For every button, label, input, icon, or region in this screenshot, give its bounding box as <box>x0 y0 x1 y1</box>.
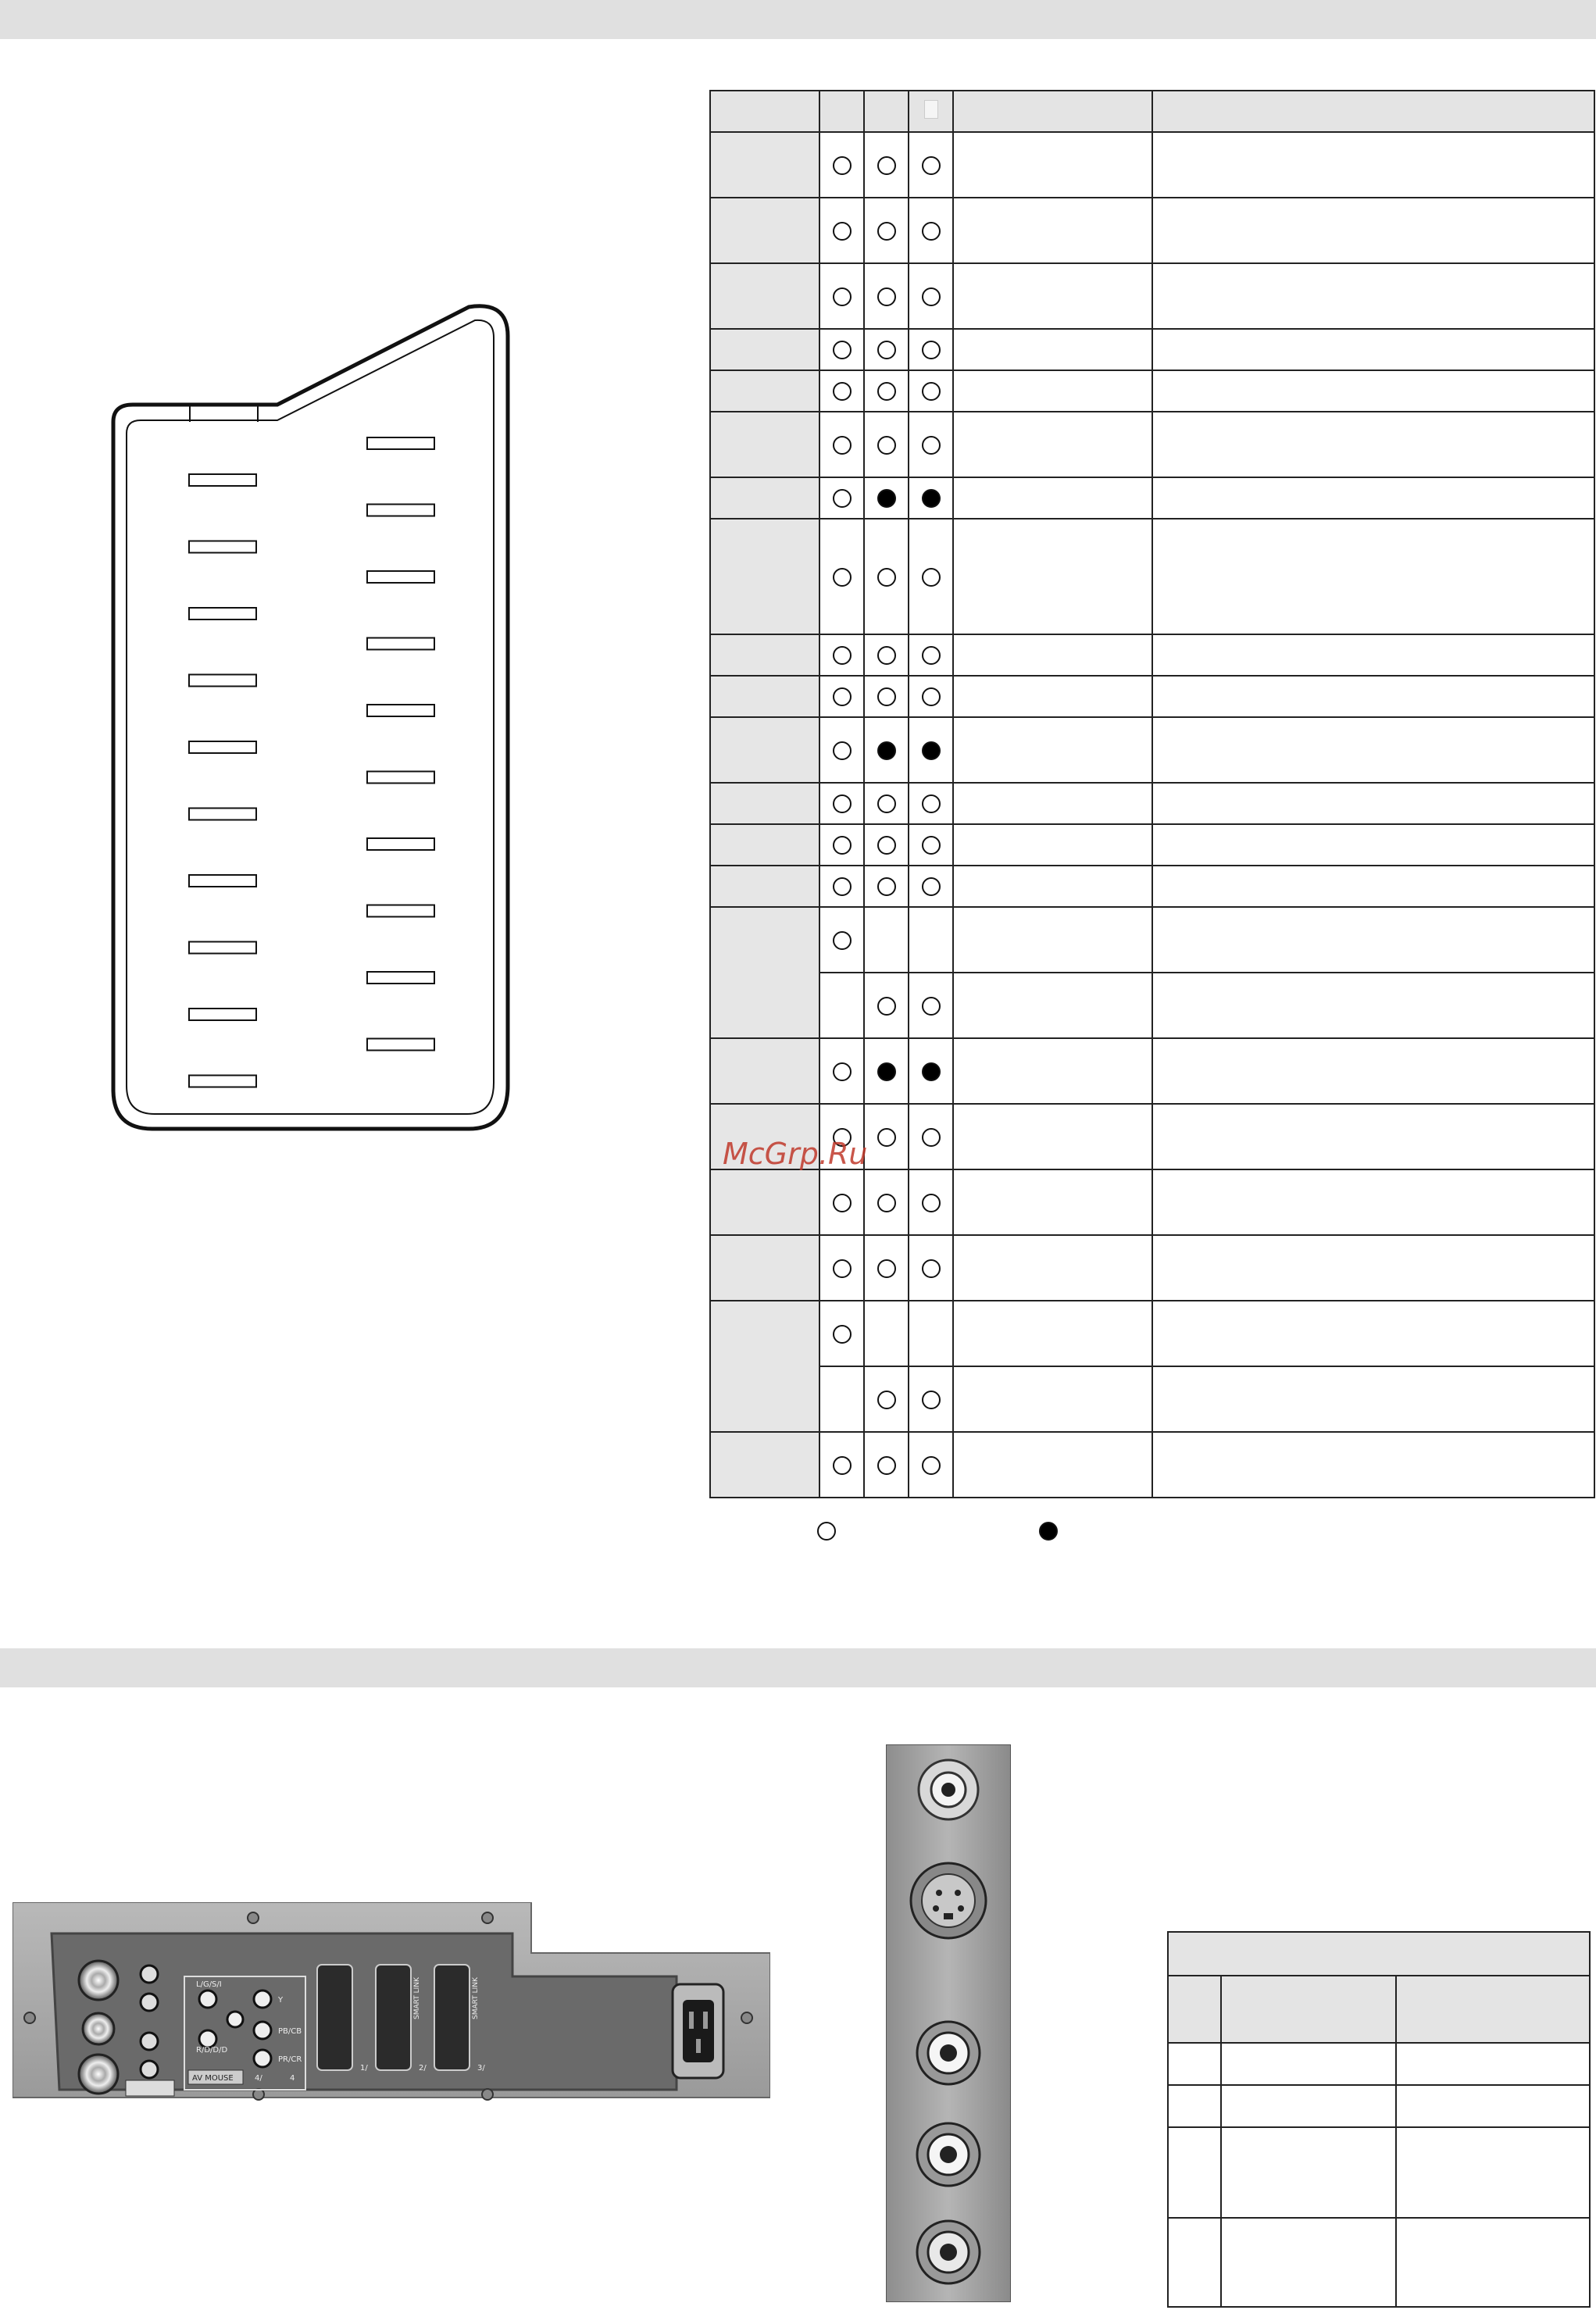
pin-number-cell <box>710 1169 819 1235</box>
open-circle-mark <box>833 836 852 855</box>
mark-cell <box>864 329 909 370</box>
mark-cell <box>819 1366 864 1432</box>
small-cell-col2 <box>1396 2218 1590 2307</box>
small-header-col2 <box>1396 1976 1590 2043</box>
mark-cell <box>819 907 864 973</box>
pin-number-cell <box>710 717 819 783</box>
open-circle-mark <box>922 287 941 306</box>
scart-pin <box>367 972 434 984</box>
table-row <box>710 370 1594 412</box>
label-prcr: PR/CR <box>278 2055 302 2064</box>
open-circle-mark <box>877 1456 896 1475</box>
small-cell-col1 <box>1221 2043 1396 2085</box>
label-scart-2: 2/ <box>419 2064 427 2073</box>
open-circle-mark <box>877 646 896 665</box>
mark-cell <box>819 824 864 866</box>
mark-cell <box>909 1038 953 1104</box>
scart-pin <box>367 505 434 516</box>
scart-pin <box>367 437 434 449</box>
open-circle-mark <box>877 222 896 241</box>
mark-cell <box>819 519 864 634</box>
table-row <box>710 1432 1594 1498</box>
header-pin <box>710 91 819 132</box>
signal-cell <box>953 1301 1152 1366</box>
pin-number-cell <box>710 519 819 634</box>
table-row <box>710 676 1594 717</box>
open-circle-mark <box>922 997 941 1016</box>
pin-number-cell <box>710 263 819 329</box>
description-cell <box>1152 866 1594 907</box>
description-cell <box>1152 717 1594 783</box>
description-cell <box>1152 132 1594 198</box>
description-cell <box>1152 783 1594 824</box>
label-rddd: R/D/D/D <box>196 2046 228 2055</box>
open-circle-mark <box>877 794 896 813</box>
signal-cell <box>953 1432 1152 1498</box>
scart-pin <box>189 541 256 553</box>
open-circle-mark <box>877 1194 896 1212</box>
label-4a: 4/ <box>255 2074 262 2083</box>
filled-circle-mark <box>877 741 896 760</box>
header-col1 <box>819 91 864 132</box>
mark-cell <box>909 412 953 477</box>
table-row <box>710 1235 1594 1301</box>
table-row <box>710 717 1594 783</box>
open-circle-mark <box>877 836 896 855</box>
small-table-title-row <box>1168 1932 1590 1976</box>
open-circle-mark <box>922 568 941 587</box>
open-circle-mark <box>833 489 852 508</box>
pin-number-cell <box>710 329 819 370</box>
open-circle-mark <box>833 741 852 760</box>
description-cell <box>1152 973 1594 1038</box>
mark-cell <box>819 866 864 907</box>
label-scart-3: 3/ <box>477 2064 485 2073</box>
table-row <box>710 866 1594 907</box>
open-circle-mark <box>833 436 852 455</box>
scart-pin <box>367 571 434 583</box>
label-4b: 4 <box>290 2074 295 2083</box>
label-scart-1: 1/ <box>360 2064 368 2073</box>
open-circle-mark <box>922 1194 941 1212</box>
signal-cell <box>953 412 1152 477</box>
open-circle-mark <box>922 156 941 175</box>
open-circle-mark <box>922 877 941 896</box>
s-video-jack <box>911 1863 986 1938</box>
open-circle-mark <box>877 287 896 306</box>
table-row <box>710 783 1594 824</box>
scart-pin <box>189 675 256 687</box>
open-circle-mark <box>833 341 852 359</box>
label-pbcb: PB/CB <box>278 2027 302 2036</box>
pin-number-cell <box>710 132 819 198</box>
signal-cell <box>953 132 1152 198</box>
small-table-header-row <box>1168 1976 1590 2043</box>
small-cell-col2 <box>1396 2043 1590 2085</box>
open-circle-mark <box>833 931 852 950</box>
table-row <box>710 1366 1594 1432</box>
scart-connector-outline <box>113 306 508 1129</box>
table-row <box>710 907 1594 973</box>
mark-cell <box>864 1235 909 1301</box>
description-cell <box>1152 907 1594 973</box>
header-signal <box>953 91 1152 132</box>
signal-cell <box>953 329 1152 370</box>
open-circle-mark <box>833 1456 852 1475</box>
open-circle-mark <box>833 1194 852 1212</box>
description-cell <box>1152 329 1594 370</box>
small-table-title <box>1168 1932 1590 1976</box>
small-cell-pin <box>1168 2043 1221 2085</box>
description-cell <box>1152 412 1594 477</box>
pin-number-cell <box>710 866 819 907</box>
open-circle-mark <box>877 568 896 587</box>
description-cell <box>1152 1432 1594 1498</box>
open-circle-mark <box>833 222 852 241</box>
description-cell <box>1152 1301 1594 1366</box>
mark-cell <box>909 263 953 329</box>
filled-circle-mark <box>922 1062 941 1081</box>
open-circle-mark <box>833 156 852 175</box>
open-circle-mark <box>877 436 896 455</box>
scart-pin <box>189 1076 256 1087</box>
signal-cell <box>953 783 1152 824</box>
signal-cell <box>953 1366 1152 1432</box>
signal-cell <box>953 519 1152 634</box>
mark-cell <box>909 866 953 907</box>
scart-pin <box>189 474 256 486</box>
pin-number-cell <box>710 1301 819 1432</box>
section-header-band-top <box>0 0 1596 39</box>
mark-cell <box>909 1104 953 1169</box>
mark-cell <box>864 676 909 717</box>
pin-number-cell <box>710 1038 819 1104</box>
mark-cell <box>864 907 909 973</box>
mark-cell <box>864 198 909 263</box>
table-row <box>710 412 1594 477</box>
pin-number-cell <box>710 824 819 866</box>
label-av-mouse: AV MOUSE <box>192 2074 234 2083</box>
open-circle-mark <box>922 1456 941 1475</box>
table-row <box>710 973 1594 1038</box>
open-circle-mark <box>833 1259 852 1278</box>
open-circle-mark <box>833 646 852 665</box>
open-circle-mark <box>877 877 896 896</box>
description-cell <box>1152 370 1594 412</box>
mark-cell <box>819 263 864 329</box>
small-cell-col1 <box>1221 2218 1396 2307</box>
mark-cell <box>864 634 909 676</box>
mark-cell <box>819 634 864 676</box>
signal-cell <box>953 717 1152 783</box>
power-inlet <box>673 1984 723 2078</box>
small-header-pin <box>1168 1976 1221 2043</box>
mark-cell <box>909 477 953 519</box>
mark-cell <box>909 907 953 973</box>
scart-pin <box>189 875 256 887</box>
signal-cell <box>953 676 1152 717</box>
pin-number-cell <box>710 1432 819 1498</box>
mark-cell <box>909 783 953 824</box>
table-row <box>710 198 1594 263</box>
open-circle-mark <box>833 1062 852 1081</box>
scart-pins <box>189 437 434 1087</box>
mark-cell <box>864 973 909 1038</box>
mark-cell <box>909 1235 953 1301</box>
mark-cell <box>909 1169 953 1235</box>
open-circle-mark <box>877 156 896 175</box>
scart-pin <box>367 905 434 917</box>
scart-sockets <box>317 1965 470 2070</box>
open-circle-mark <box>922 1128 941 1147</box>
open-circle-mark <box>833 287 852 306</box>
open-circle-mark <box>922 646 941 665</box>
pin-number-cell <box>710 198 819 263</box>
open-circle-mark <box>877 687 896 706</box>
description-cell <box>1152 1366 1594 1432</box>
audio-label-plate <box>126 2080 174 2096</box>
description-cell <box>1152 1104 1594 1169</box>
small-cell-pin <box>1168 2127 1221 2218</box>
open-circle-mark <box>922 687 941 706</box>
signal-cell <box>953 477 1152 519</box>
mark-cell <box>909 198 953 263</box>
mark-cell <box>909 1301 953 1366</box>
open-circle-mark <box>833 568 852 587</box>
pin-number-cell <box>710 370 819 412</box>
mark-cell <box>819 1432 864 1498</box>
pin-number-cell <box>710 634 819 676</box>
mark-cell <box>864 412 909 477</box>
scart-pin <box>367 1039 434 1051</box>
signal-cell <box>953 866 1152 907</box>
open-circle-mark <box>877 382 896 401</box>
mark-cell <box>819 1169 864 1235</box>
table-row <box>710 477 1594 519</box>
mark-cell <box>819 477 864 519</box>
table-row <box>1168 2043 1590 2085</box>
table-row <box>710 1038 1594 1104</box>
mark-cell <box>819 717 864 783</box>
section-header-band-mid <box>0 1648 1596 1687</box>
header-col3-tab <box>924 100 938 119</box>
open-circle-mark <box>922 794 941 813</box>
mark-cell <box>864 1169 909 1235</box>
mark-cell <box>864 866 909 907</box>
description-cell <box>1152 263 1594 329</box>
pin-number-cell <box>710 907 819 1038</box>
mark-cell <box>909 717 953 783</box>
signal-cell <box>953 370 1152 412</box>
label-smart-link-3: SMART LINK <box>472 1977 480 2019</box>
filled-circle-mark <box>922 489 941 508</box>
table-row <box>710 329 1594 370</box>
mark-cell <box>819 329 864 370</box>
legend-open-circle <box>817 1522 836 1541</box>
header-col2 <box>864 91 909 132</box>
small-cell-col1 <box>1221 2085 1396 2127</box>
mark-cell <box>909 370 953 412</box>
description-cell <box>1152 824 1594 866</box>
open-circle-mark <box>877 1128 896 1147</box>
table-header-row <box>710 91 1594 132</box>
mark-cell <box>864 717 909 783</box>
small-cell-col1 <box>1221 2127 1396 2218</box>
signal-cell <box>953 263 1152 329</box>
table-row <box>710 519 1594 634</box>
signal-cell <box>953 1104 1152 1169</box>
mark-cell <box>909 973 953 1038</box>
open-circle-mark <box>922 222 941 241</box>
description-cell <box>1152 634 1594 676</box>
mark-cell <box>909 1366 953 1432</box>
open-circle-mark <box>922 341 941 359</box>
mark-cell <box>819 973 864 1038</box>
pin-number-cell <box>710 412 819 477</box>
mark-cell <box>864 1104 909 1169</box>
header-col3 <box>909 91 953 132</box>
label-lgsi: L/G/S/I <box>196 1980 222 1989</box>
header-description <box>1152 91 1594 132</box>
label-y: Y <box>278 1996 284 2005</box>
open-circle-mark <box>833 382 852 401</box>
mark-cell <box>819 412 864 477</box>
filled-circle-mark <box>877 489 896 508</box>
open-circle-mark <box>877 1259 896 1278</box>
description-cell <box>1152 198 1594 263</box>
description-cell <box>1152 519 1594 634</box>
mark-cell <box>864 1038 909 1104</box>
table-row <box>710 263 1594 329</box>
open-circle-mark <box>833 877 852 896</box>
watermark: McGrp.Ru <box>723 1137 868 1171</box>
scart-pin <box>367 638 434 650</box>
scart-pin <box>189 942 256 954</box>
side-jacks-photo <box>886 1744 1011 2302</box>
mark-cell <box>864 263 909 329</box>
mark-cell <box>909 519 953 634</box>
scart-pin-table <box>709 90 1595 1498</box>
table-row <box>710 1301 1594 1366</box>
scart-pin <box>367 838 434 850</box>
scart-pin <box>189 1009 256 1020</box>
signal-cell <box>953 634 1152 676</box>
table-row <box>1168 2218 1590 2307</box>
signal-cell <box>953 1169 1152 1235</box>
headphone-jack <box>919 1760 978 1819</box>
scart-pin <box>189 608 256 619</box>
mark-cell <box>909 1432 953 1498</box>
table-row <box>710 634 1594 676</box>
small-cell-col2 <box>1396 2085 1590 2127</box>
filled-circle-mark <box>922 741 941 760</box>
description-cell <box>1152 676 1594 717</box>
mark-cell <box>864 1432 909 1498</box>
rear-panel-photo <box>12 1902 770 2137</box>
signal-cell <box>953 1235 1152 1301</box>
small-header-col1 <box>1221 1976 1396 2043</box>
signal-cell <box>953 907 1152 973</box>
table-row <box>1168 2127 1590 2218</box>
mark-cell <box>819 198 864 263</box>
table-row <box>710 132 1594 198</box>
mark-cell <box>864 824 909 866</box>
table-row <box>710 1169 1594 1235</box>
scart-pin <box>367 705 434 716</box>
mark-cell <box>864 1301 909 1366</box>
open-circle-mark <box>922 1391 941 1409</box>
small-cell-pin <box>1168 2218 1221 2307</box>
mark-cell <box>819 1235 864 1301</box>
description-cell <box>1152 1235 1594 1301</box>
mark-cell <box>819 1038 864 1104</box>
mark-cell <box>909 676 953 717</box>
scart-pin <box>189 741 256 753</box>
pin-number-cell <box>710 676 819 717</box>
mark-cell <box>909 329 953 370</box>
signal-cell <box>953 1038 1152 1104</box>
mark-cell <box>864 132 909 198</box>
open-circle-mark <box>922 436 941 455</box>
description-cell <box>1152 1038 1594 1104</box>
table-row <box>1168 2085 1590 2127</box>
pin-number-cell <box>710 477 819 519</box>
label-smart-link-2: SMART LINK <box>413 1977 421 2019</box>
description-cell <box>1152 477 1594 519</box>
antenna-jacks <box>79 1961 118 2094</box>
mark-cell <box>864 477 909 519</box>
pin-number-cell <box>710 783 819 824</box>
table-row <box>710 824 1594 866</box>
small-cell-col2 <box>1396 2127 1590 2218</box>
open-circle-mark <box>877 341 896 359</box>
open-circle-mark <box>833 794 852 813</box>
mark-cell <box>819 783 864 824</box>
signal-cell <box>953 198 1152 263</box>
mark-cell <box>864 519 909 634</box>
pin-number-cell <box>710 1235 819 1301</box>
open-circle-mark <box>922 1259 941 1278</box>
signal-cell <box>953 824 1152 866</box>
open-circle-mark <box>922 382 941 401</box>
mark-cell <box>819 676 864 717</box>
rca-jacks-side <box>917 2022 980 2283</box>
legend-filled-circle <box>1039 1522 1058 1541</box>
small-cell-pin <box>1168 2085 1221 2127</box>
open-circle-mark <box>833 1325 852 1344</box>
open-circle-mark <box>922 836 941 855</box>
scart-pin <box>189 809 256 820</box>
mark-cell <box>864 783 909 824</box>
mark-cell <box>819 132 864 198</box>
mark-cell <box>819 1301 864 1366</box>
signal-cell <box>953 973 1152 1038</box>
mark-cell <box>909 132 953 198</box>
open-circle-mark <box>833 687 852 706</box>
mark-cell <box>864 1366 909 1432</box>
scart-pin <box>367 772 434 784</box>
mark-cell <box>909 824 953 866</box>
mark-cell <box>864 370 909 412</box>
open-circle-mark <box>877 997 896 1016</box>
open-circle-mark <box>877 1391 896 1409</box>
description-cell <box>1152 1169 1594 1235</box>
mark-cell <box>819 370 864 412</box>
filled-circle-mark <box>877 1062 896 1081</box>
side-jacks-table <box>1167 1931 1591 2308</box>
mark-cell <box>909 634 953 676</box>
